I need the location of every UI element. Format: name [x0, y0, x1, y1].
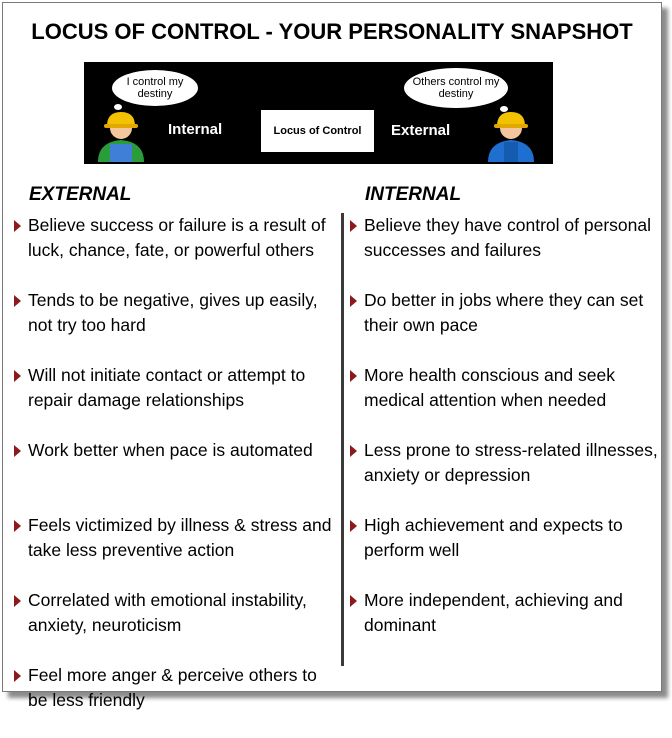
triangle-bullet-icon: [350, 520, 357, 532]
heading-external: EXTERNAL: [29, 184, 132, 205]
triangle-bullet-icon: [14, 220, 21, 232]
triangle-bullet-icon: [350, 220, 357, 232]
thought-bubble-external: Others control my destiny: [404, 68, 508, 108]
triangle-bullet-icon: [14, 670, 21, 682]
triangle-bullet-icon: [14, 445, 21, 457]
locus-banner: [84, 62, 553, 164]
list-item: Believe they have control of personal successes and failures: [349, 213, 659, 288]
external-traits-list: [13, 213, 339, 738]
list-item: More independent, achieving and dominant: [349, 588, 659, 663]
triangle-bullet-icon: [14, 595, 21, 607]
triangle-bullet-icon: [350, 295, 357, 307]
triangle-bullet-icon: [350, 595, 357, 607]
triangle-bullet-icon: [14, 370, 21, 382]
list-item: High achievement and expects to perform well: [349, 513, 659, 588]
snapshot-card: [2, 2, 662, 710]
list-item: Feel more anger & perceive others to be less friendly: [13, 663, 339, 738]
label-external: External: [391, 122, 451, 139]
triangle-bullet-icon: [14, 295, 21, 307]
list-item: More health conscious and seek medical attention when needed: [349, 363, 659, 438]
heading-internal: INTERNAL: [365, 184, 462, 205]
construction-worker-icon: [482, 104, 540, 162]
column-divider: [341, 213, 344, 666]
construction-worker-icon: [92, 104, 150, 162]
locus-of-control-box: Locus of Control: [261, 110, 374, 152]
internal-traits-list: [349, 213, 659, 663]
list-item: Believe success or failure is a result of luck, chance, fate, or powerful others: [13, 213, 339, 288]
list-item: Work better when pace is automated: [13, 438, 339, 513]
list-item: Tends to be negative, gives up easily, not try too hard: [13, 288, 339, 363]
list-item: Correlated with emotional instability, anxiety, neuroticism: [13, 588, 339, 663]
list-item: Feels victimized by illness & stress and take less preventive action: [13, 513, 339, 588]
list-item: Do better in jobs where they can set their own pace: [349, 288, 659, 363]
list-item: Less prone to stress-related illnesses, anxiety or depression: [349, 438, 659, 513]
list-item: Will not initiate contact or attempt to repair damage relationships: [13, 363, 339, 438]
triangle-bullet-icon: [14, 520, 21, 532]
label-internal: Internal: [168, 121, 223, 138]
thought-bubble-internal: I control my destiny: [112, 70, 198, 106]
triangle-bullet-icon: [350, 445, 357, 457]
triangle-bullet-icon: [350, 370, 357, 382]
page-title: LOCUS OF CONTROL - YOUR PERSONALITY SNAPSHOT: [31, 19, 633, 44]
